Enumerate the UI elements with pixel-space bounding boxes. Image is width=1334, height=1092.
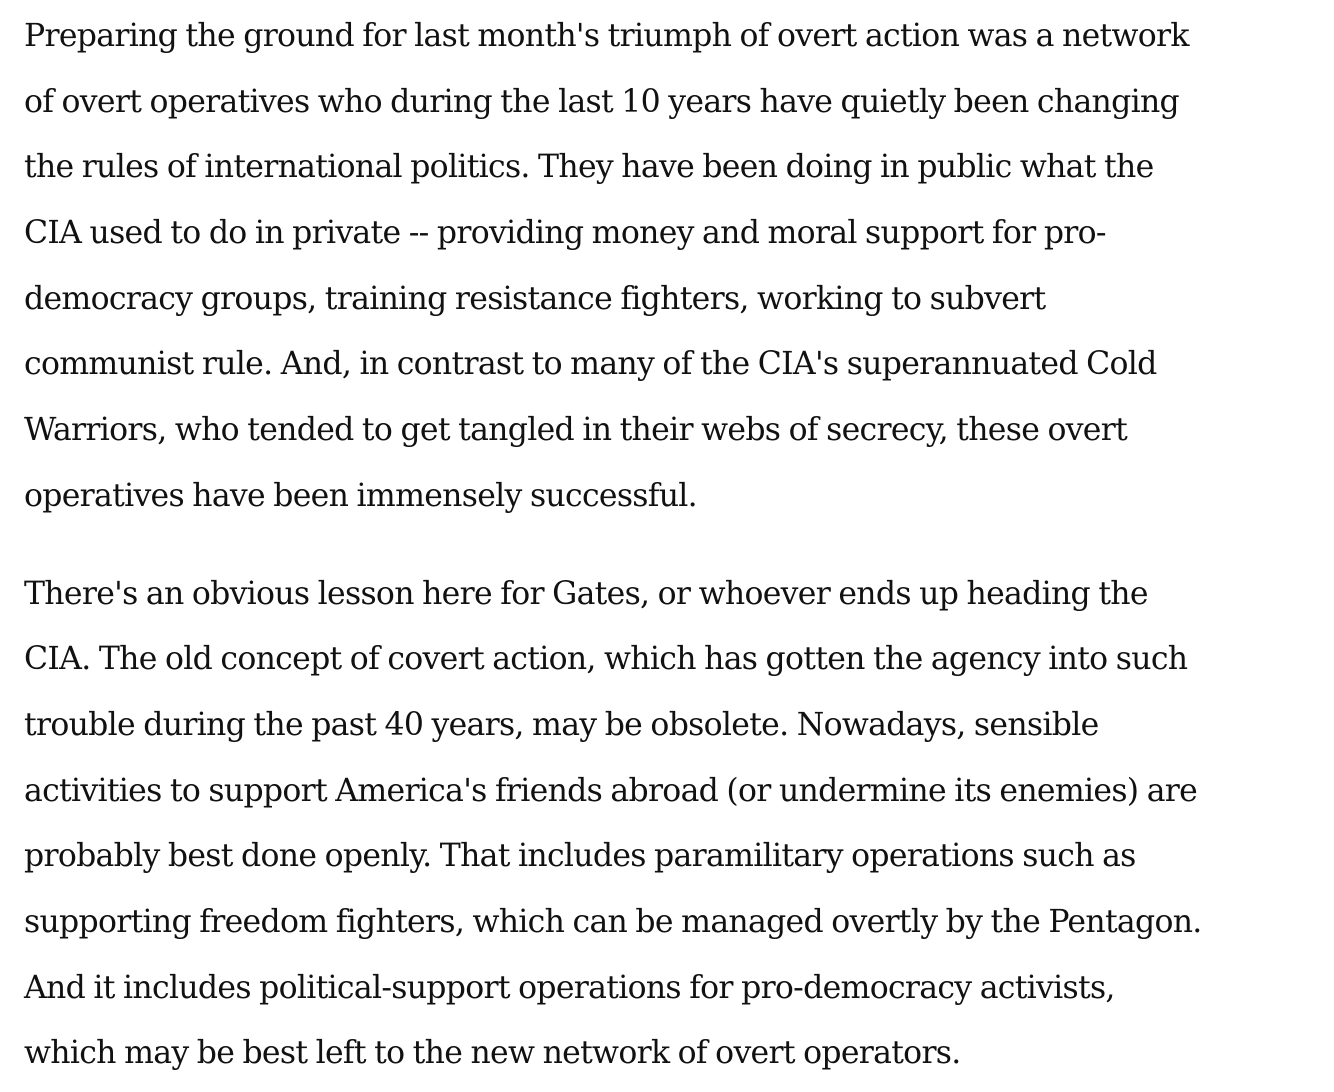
- text-line: CIA used to do in private -- providing money and moral support for pro-: [24, 215, 1106, 252]
- text-line: And it includes political-support operations for pro-democracy activists,: [24, 969, 1115, 1006]
- text-line: the rules of international politics. They have been doing in public what the: [24, 149, 1154, 186]
- text-line: activities to support America's friends abroad (or undermine its enemies) are: [24, 772, 1198, 809]
- text-line: trouble during the past 40 years, may be obsolete. Nowadays, sensible: [24, 706, 1099, 743]
- text-line: CIA. The old concept of covert action, which has gotten the agency into such: [24, 641, 1188, 678]
- text-line: democracy groups, training resistance fighters, working to subvert: [24, 280, 1046, 317]
- text-line: operatives have been immensely successful.: [24, 477, 697, 514]
- text-line: communist rule. And, in contrast to many of the CIA's superannuated Cold: [24, 346, 1157, 383]
- paragraph-2: [24, 562, 1314, 1088]
- text-line: supporting freedom fighters, which can be managed overtly by the Pentagon.: [24, 903, 1202, 940]
- paragraph-1: [24, 4, 1314, 530]
- article-body: [24, 4, 1314, 1087]
- text-line: There's an obvious lesson here for Gates, or whoever ends up heading the: [24, 575, 1148, 612]
- text-line: which may be best left to the new network of overt operators.: [24, 1035, 961, 1072]
- text-line: of overt operatives who during the last 10 years have quietly been changing: [24, 83, 1180, 120]
- text-line: probably best done openly. That includes paramilitary operations such as: [24, 838, 1136, 875]
- text-line: Warriors, who tended to get tangled in their webs of secrecy, these overt: [24, 412, 1128, 449]
- text-line: Preparing the ground for last month's triumph of overt action was a network: [24, 18, 1189, 54]
